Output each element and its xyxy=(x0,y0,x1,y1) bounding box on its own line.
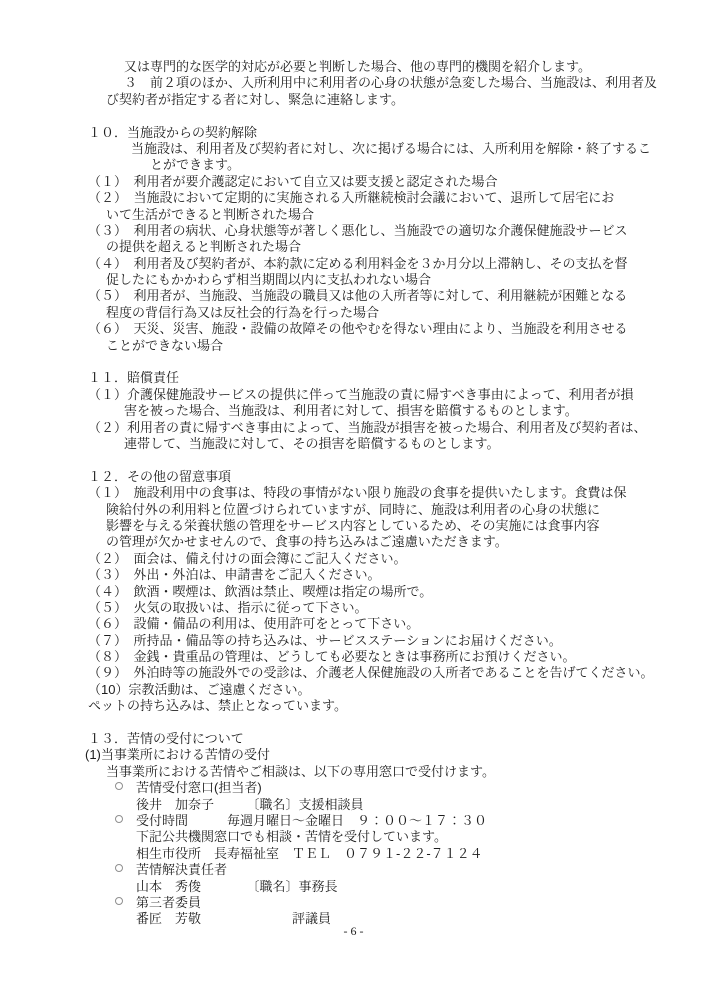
line-text: １１．賠償責任 xyxy=(88,370,180,386)
blank-line xyxy=(0,715,707,731)
page-number: - 6 - xyxy=(343,924,364,938)
bulleted-line xyxy=(0,862,707,878)
document-line xyxy=(0,92,707,108)
document-line xyxy=(0,879,707,895)
document-line xyxy=(0,698,707,714)
line-text: 害を被った場合、当施設は、利用者に対して、損害を賠償するものとします。 xyxy=(124,403,578,419)
line-text: 番匠 芳敬 評議員 xyxy=(136,911,332,927)
document-line xyxy=(0,747,707,763)
document-line xyxy=(0,387,707,403)
line-text: （３） 利用者の病状、心身状態等が著しく悪化し、当施設での適切な介護保健施設サービス xyxy=(88,222,628,238)
line-text: 連帯して、当施設に対して、その損害を賠償するものとします。 xyxy=(124,435,500,451)
document-line xyxy=(0,600,707,616)
document-line xyxy=(0,207,707,223)
line-text: いて生活ができると判断された場合 xyxy=(106,206,315,222)
document-line xyxy=(0,731,707,747)
document-line xyxy=(0,846,707,862)
document-line xyxy=(0,829,707,845)
line-text: （１） 施設利用中の食事は、特段の事情がない限り施設の食事を提供いたします。食費は保 xyxy=(88,485,627,501)
bulleted-line xyxy=(0,813,707,829)
line-text: （４） 利用者及び契約者が、本約款に定める利用料金を３か月分以上滞納し、その支払を督 xyxy=(88,255,628,271)
line-text: （１）介護保健施設サービスの提供に伴って当施設の責に帰すべき事由によって、利用者が損 xyxy=(88,386,634,402)
line-text: （６） 天災、災害、施設・設備の故障その他やむを得ない理由により、当施設を利用させる xyxy=(88,321,628,337)
blank-line xyxy=(0,452,707,468)
line-text: （２） 当施設において定期的に実施される入所継続検討会議において、退所して居宅にお xyxy=(88,190,615,206)
document-line xyxy=(0,551,707,567)
document-line xyxy=(0,125,707,141)
circle-bullet-icon xyxy=(115,782,123,790)
document-line xyxy=(0,485,707,501)
line-text: 後井 加奈子 〔職名〕支援相談員 xyxy=(136,796,364,812)
circle-bullet-icon xyxy=(115,864,123,872)
document-line xyxy=(0,436,707,452)
document-line xyxy=(0,649,707,665)
line-text: の提供を超えると判断された場合 xyxy=(106,239,302,255)
line-text: （６） 設備・備品の利用は、使用許可をとって下さい。 xyxy=(88,616,420,632)
document-line xyxy=(0,272,707,288)
bulleted-line xyxy=(0,895,707,911)
line-text: び契約者が指定する者に対し、緊急に連絡します。 xyxy=(106,91,404,107)
document-line xyxy=(0,256,707,272)
line-text: 苦情受付窓口(担当者) xyxy=(136,780,262,796)
line-text: （７） 所持品・備品等の持ち込みは、サービスステーションにお届けください。 xyxy=(88,632,562,648)
line-text: とができます。 xyxy=(150,157,240,173)
document-line xyxy=(0,534,707,550)
line-text: 当事業所における苦情やご相談は、以下の専用窓口で受付けます。 xyxy=(106,763,495,779)
document-line xyxy=(0,174,707,190)
line-text: （10）宗教活動は、ご遠慮ください。 xyxy=(88,681,311,697)
document-line xyxy=(0,321,707,337)
document-line xyxy=(0,75,707,91)
line-text: 苦情解決責任者 xyxy=(136,862,228,878)
line-text: ３ 前２項のほか、入所利用中に利用者の心身の状態が急変した場合、当施設は、利用者及 xyxy=(124,75,658,91)
line-text: 影響を与える栄養状態の管理をサービス内容としているため、その実施には食事内容 xyxy=(106,517,600,533)
document-line xyxy=(0,764,707,780)
line-text: （３） 外出・外泊は、申請書をご記入ください。 xyxy=(88,567,381,583)
document-line xyxy=(0,370,707,386)
document-line xyxy=(0,288,707,304)
document-line xyxy=(0,141,707,157)
document-line xyxy=(0,338,707,354)
line-text: （２） 面会は、備え付けの面会簿にご記入ください。 xyxy=(88,550,407,566)
document-line xyxy=(0,469,707,485)
circle-bullet-icon xyxy=(115,897,123,905)
line-text: １０．当施設からの契約解除 xyxy=(88,124,258,140)
document-line xyxy=(0,797,707,813)
line-text: 下記公共機関窓口でも相談・苦情を受付しています。 xyxy=(136,829,447,845)
line-text: （５） 火気の取扱いは、指示に従って下さい。 xyxy=(88,599,368,615)
document-line xyxy=(0,403,707,419)
document-line xyxy=(0,567,707,583)
document-line xyxy=(0,616,707,632)
document-line xyxy=(0,518,707,534)
document-line xyxy=(0,584,707,600)
document-line xyxy=(0,223,707,239)
bulleted-line xyxy=(0,780,707,796)
line-text: 第三者委員 xyxy=(136,894,202,910)
line-text: １３．苦情の受付について xyxy=(88,731,244,747)
line-text: 受付時間 毎週月曜日～金曜日 ９：００～１７：３０ xyxy=(136,812,488,828)
line-text: （９） 外泊時等の施設外での受診は、介護老人保健施設の入所者であることを告げてください。 xyxy=(88,665,654,681)
line-text: 当施設は、利用者及び契約者に対し、次に掲げる場合には、入所利用を解除・終了するこ xyxy=(131,140,652,156)
document-line xyxy=(0,665,707,681)
line-text: (1)当事業所における苦情の受付 xyxy=(85,747,270,763)
line-text: （８） 金銭・貴重品の管理は、どうしても必要なときは事務所にお預けください。 xyxy=(88,649,576,665)
line-text: 促したにもかかわらず相当期間以内に支払われない場合 xyxy=(106,272,432,288)
line-text: ことができない場合 xyxy=(106,337,224,353)
document-line xyxy=(0,190,707,206)
line-text: 相生市役所 長寿福祉室 ＴＥＬ ０７９１-２２-７１２４ xyxy=(136,845,483,861)
line-text: 程度の背信行為又は反社会的行為を行った場合 xyxy=(106,304,380,320)
line-text: 山本 秀俊 〔職名〕事務長 xyxy=(136,878,338,894)
line-text: （４） 飲酒・喫煙は、飲酒は禁止、喫煙は指定の場所で。 xyxy=(88,583,433,599)
document-line xyxy=(0,157,707,173)
document-line xyxy=(0,502,707,518)
line-text: 又は専門的な医学的対応が必要と判断した場合、他の専門的機関を紹介します。 xyxy=(124,59,591,74)
document-line xyxy=(0,633,707,649)
document-line xyxy=(0,682,707,698)
document-line xyxy=(0,239,707,255)
line-text: （５） 利用者が、当施設、当施設の職員又は他の入所者等に対して、利用継続が困難となる xyxy=(88,288,628,304)
blank-line xyxy=(0,108,707,124)
line-text: （１） 利用者が要介護認定において自立又は要支援と認定された場合 xyxy=(88,173,498,189)
line-text: １２．その他の留意事項 xyxy=(88,468,232,484)
line-text: （２）利用者の責に帰すべき事由によって、当施設が損害を被った場合、利用者及び契約者は、 xyxy=(88,419,647,435)
line-text: の管理が欠かせませんので、食事の持ち込みはご遠慮いただきます。 xyxy=(106,534,508,550)
document-line xyxy=(0,305,707,321)
line-text: ペットの持ち込みは、禁止となっています。 xyxy=(88,698,347,714)
circle-bullet-icon xyxy=(115,815,123,823)
blank-line xyxy=(0,354,707,370)
document-line xyxy=(0,420,707,436)
document-line xyxy=(0,59,707,75)
line-text: 険給付外の利用料と位置づけられていますが、同時に、施設は利用者の心身の状態に xyxy=(106,501,601,517)
